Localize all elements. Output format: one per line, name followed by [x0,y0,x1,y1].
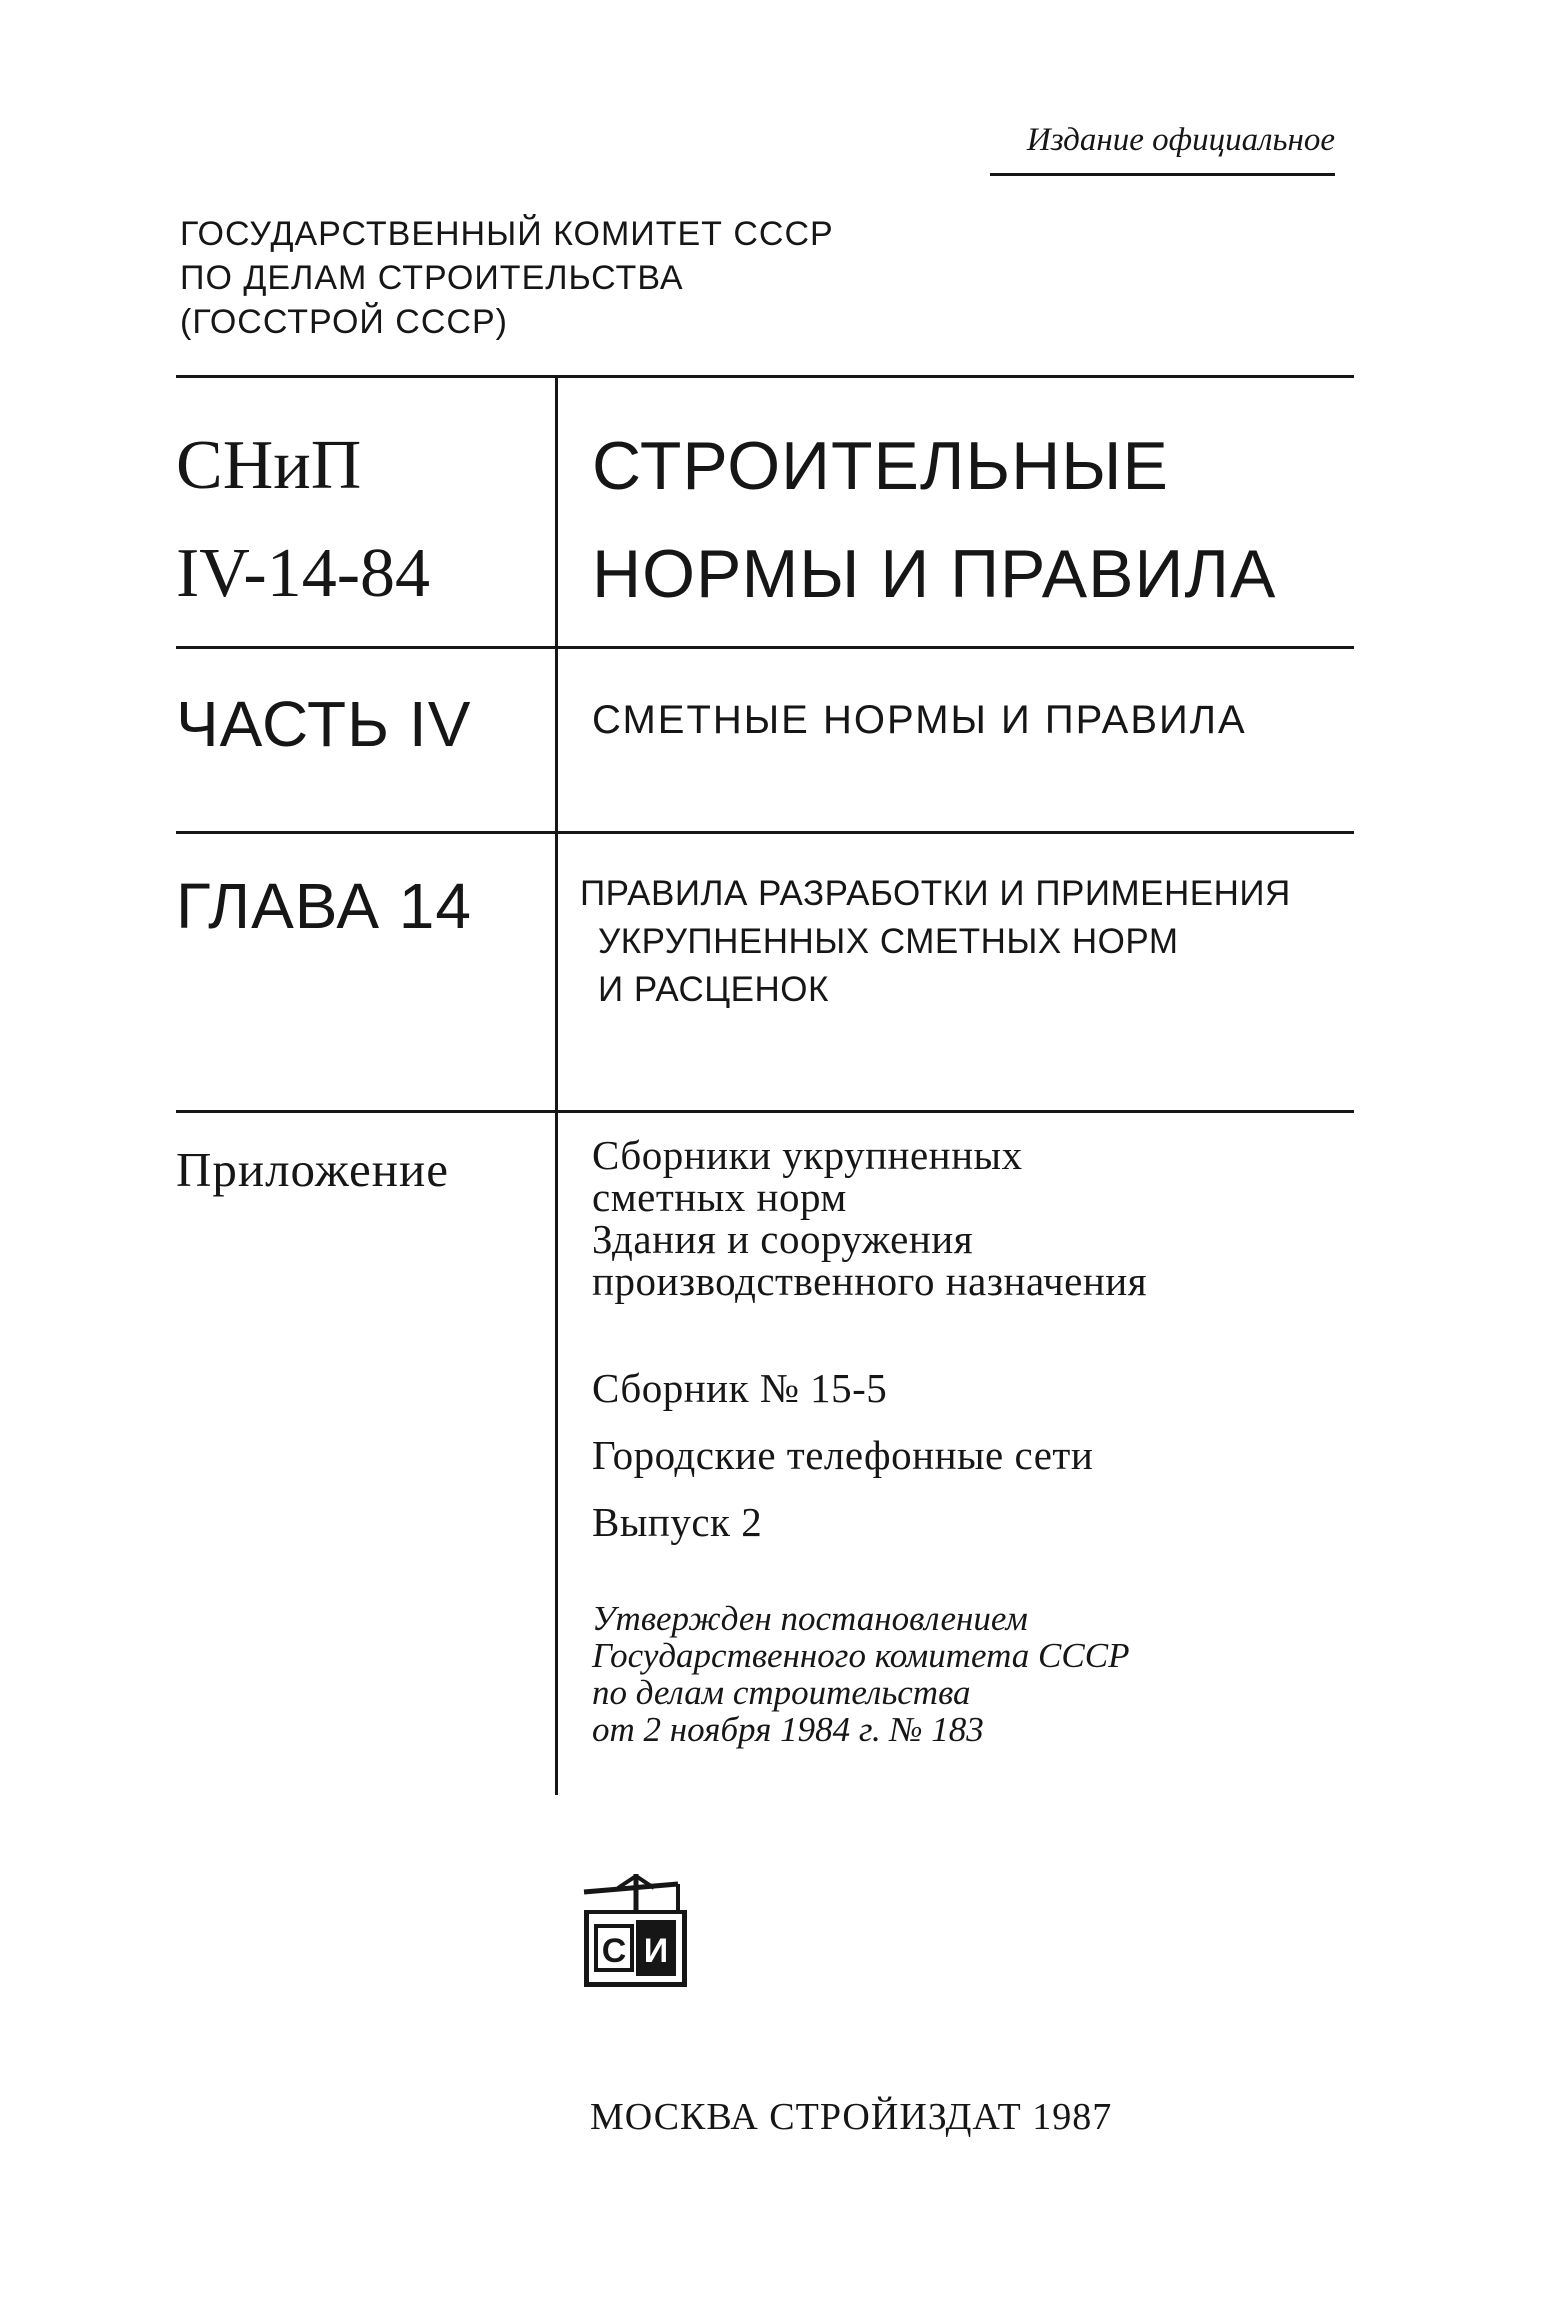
norms-title [592,412,1352,628]
chapter-title [580,870,1360,1014]
logo-letter: И [643,1932,669,1970]
collection-name: Городские телефонные сети [592,1432,1094,1478]
norms-title-line: СТРОИТЕЛЬНЫЕ [592,428,1169,504]
collection-number: Сборник № 15-5 [592,1365,888,1411]
description-line: сметных норм [592,1174,847,1220]
publisher-imprint: МОСКВА СТРОЙИЗДАТ 1987 [590,2096,1113,2138]
chapter-title-line: ПРАВИЛА РАЗРАБОТКИ И ПРИМЕНЕНИЯ [580,874,1291,913]
description-line: Сборники укрупненных [592,1132,1023,1178]
norms-title-line: НОРМЫ И ПРАВИЛА [592,536,1277,612]
committee-block [180,212,980,344]
divider-top [176,375,1354,378]
chapter-title-line: УКРУПНЕННЫХ СМЕТНЫХ НОРМ [598,922,1179,961]
divider-part [176,646,1354,649]
publisher-logo-icon [578,1870,694,1990]
code-line: IV-14-84 [176,535,431,612]
approval-line: по делам строительства [592,1673,971,1712]
divider-chapter [176,831,1354,834]
description-line: производственного назначения [592,1258,1148,1304]
description-line: Здания и сооружения [592,1216,974,1262]
appendix-label: Приложение [176,1142,449,1197]
edition-underline [990,173,1335,176]
approval-line: Утвержден постановлением [592,1599,1028,1638]
edition-note: Издание официальное [1026,122,1335,158]
committee-line: (ГОССТРОЙ СССР) [180,303,508,341]
approval-line: Государственного комитета СССР [592,1636,1130,1675]
chapter-label: ГЛАВА 14 [176,870,472,942]
part-label: ЧАСТЬ IV [176,688,472,760]
code-line: СНиП [176,427,362,504]
committee-line: ГОСУДАРСТВЕННЫЙ КОМИТЕТ СССР [180,215,834,253]
document-code [176,412,546,628]
approval-note [592,1600,1352,1748]
committee-line: ПО ДЕЛАМ СТРОИТЕЛЬСТВА [180,259,684,297]
chapter-title-line: И РАСЦЕНОК [598,970,829,1009]
column-divider [555,375,558,1795]
collection-description [592,1134,1352,1302]
approval-line: от 2 ноября 1984 г. № 183 [592,1710,984,1749]
issue-number: Выпуск 2 [592,1499,763,1545]
logo-letter: С [601,1932,627,1970]
divider-appendix [176,1110,1354,1113]
part-title: СМЕТНЫЕ НОРМЫ И ПРАВИЛА [592,698,1247,742]
